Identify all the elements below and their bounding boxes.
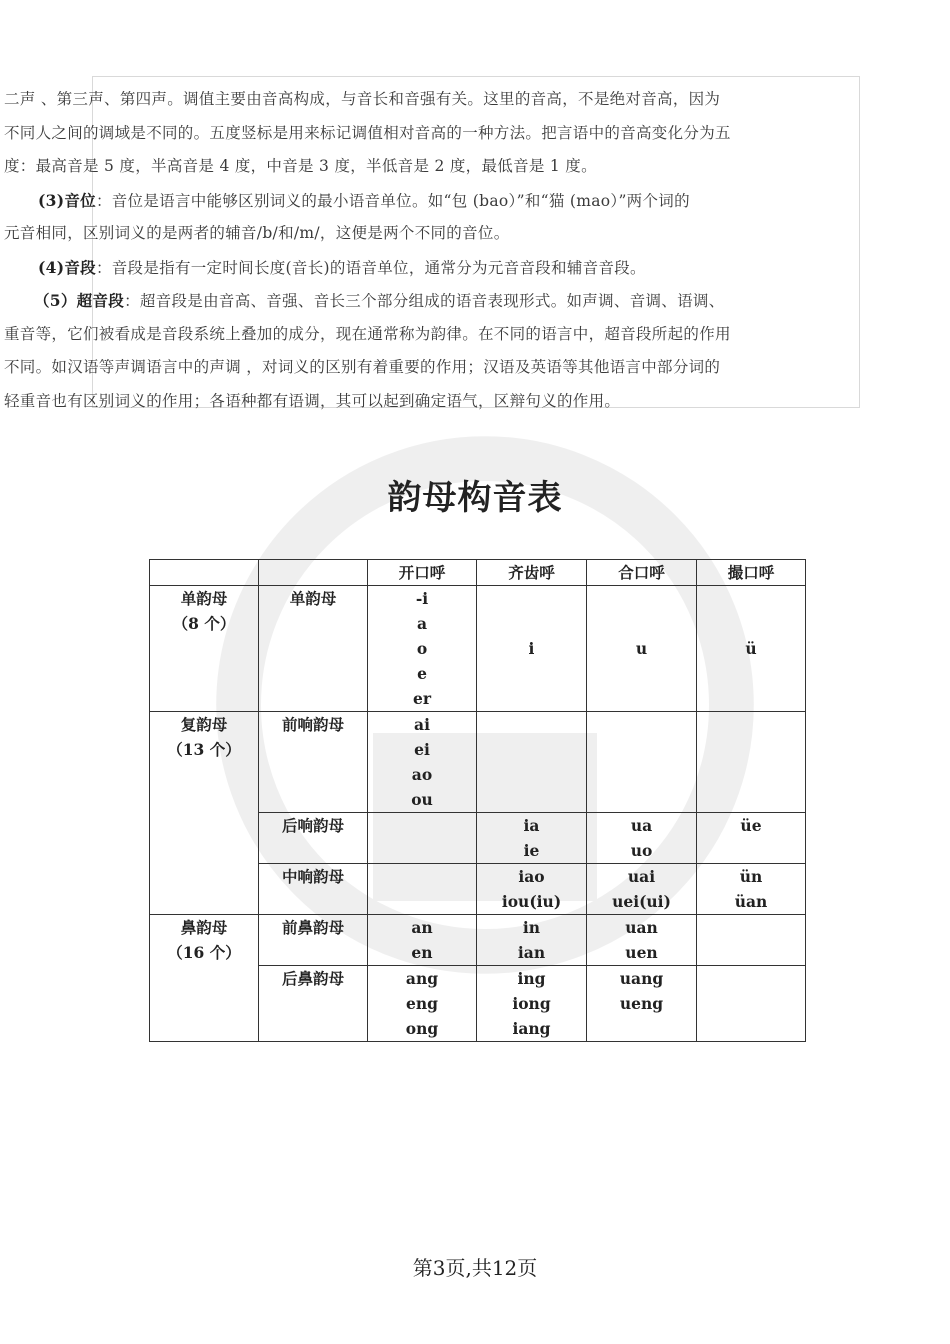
nasal-front-cuokou [697,915,806,966]
single-kaikou: -i a o e er [368,586,477,712]
nasal-front-kaikou: an en [368,915,477,966]
paragraph-suprasegmental-line2: 重音等，它们被看成是音段系统上叠加的成分，现在通常称为韵律。在不同的语言中，超音段所起的作用 [4,325,731,343]
single-qichi: i [477,586,587,712]
compound-back-kaikou [368,813,477,864]
compound-front-hekou [587,712,697,813]
compound-front-qichi [477,712,587,813]
group-single: 单韵母 （8 个） [150,586,259,712]
paragraph-suprasegmental-line4: 轻重音也有区别词义的作用；各语种都有语调，其可以起到确定语气，区辩句义的作用。 [4,392,621,410]
sub-compound-middle: 中响韵母 [259,864,368,915]
compound-front-kaikou: ai ei ao ou [368,712,477,813]
paragraph-suprasegmental-line1: （5）超音段：超音段是由音高、音强、音长三个部分组成的语音表现形式。如声调、音调、语调、 [34,291,725,310]
term-phoneme: (3)音位 [38,191,96,210]
table-row-compound-front [150,712,806,813]
table-row-single [150,586,806,712]
page-number: 第3页,共12页 [412,1256,538,1280]
nasal-front-qichi: in ian [477,915,587,966]
header-qichi: 齐齿呼 [477,560,587,586]
compound-back-qichi: ia ie [477,813,587,864]
header-empty-2 [259,560,368,586]
nasal-back-hekou: uang ueng [587,966,697,1042]
table-title: 韵母构音表 [387,478,563,518]
compound-middle-qichi: iao iou(iu) [477,864,587,915]
nasal-back-cuokou [697,966,806,1042]
single-hekou: u [587,586,697,712]
nasal-front-hekou: uan uen [587,915,697,966]
sub-single: 单韵母 [259,586,368,712]
nasal-back-kaikou: ang eng ong [368,966,477,1042]
compound-middle-cuokou: ün üan [697,864,806,915]
finals-table [149,559,806,1042]
paragraph-segment: (4)音段：音段是指有一定时间长度(音长)的语音单位，通常分为元音音段和辅音音段。 [38,258,646,277]
sub-compound-back: 后响韵母 [259,813,368,864]
sub-nasal-back: 后鼻韵母 [259,966,368,1042]
header-hekou: 合口呼 [587,560,697,586]
compound-back-cuokou: üe [697,813,806,864]
term-segment: (4)音段 [38,258,96,277]
header-kaikou: 开口呼 [368,560,477,586]
paragraph-tones-line3: 度：最高音是 5 度，半高音是 4 度，中音是 3 度，半低音是 2 度，最低音是 1 度。 [4,157,597,175]
nasal-back-qichi: ing iong iang [477,966,587,1042]
header-cuokou: 撮口呼 [697,560,806,586]
paragraph-phoneme-line1: (3)音位：音位是语言中能够区别词义的最小语音单位。如“包 (bao）”和“猫 (mao）”两个词的 [38,191,690,210]
single-cuokou: ü [697,586,806,712]
group-compound: 复韵母 （13 个） [150,712,259,915]
paragraph-phoneme-line2: 元音相同，区别词义的是两者的辅音/b/和/m/，这便是两个不同的音位。 [4,224,510,242]
paragraph-suprasegmental-line3: 不同。如汉语等声调语言中的声调 ，对词义的区别有着重要的作用；汉语及英语等其他语言中部分词的 [4,358,721,376]
sub-nasal-front: 前鼻韵母 [259,915,368,966]
compound-front-cuokou [697,712,806,813]
compound-middle-kaikou [368,864,477,915]
table-row-nasal-front [150,915,806,966]
compound-back-hekou: ua uo [587,813,697,864]
paragraph-tones-line2: 不同人之间的调域是不同的。五度竖标是用来标记调值相对音高的一种方法。把言语中的音高变化分为五 [4,124,731,142]
term-suprasegmental: （5）超音段 [34,291,125,310]
sub-compound-front: 前响韵母 [259,712,368,813]
paragraph-tones-line1: 二声 、第三声、第四声。调值主要由音高构成，与音长和音强有关。这里的音高，不是绝对音高，因为 [4,90,721,108]
header-empty-1 [150,560,259,586]
group-nasal: 鼻韵母 （16 个） [150,915,259,1042]
table-header-row [150,560,806,586]
compound-middle-hekou: uai uei(ui) [587,864,697,915]
